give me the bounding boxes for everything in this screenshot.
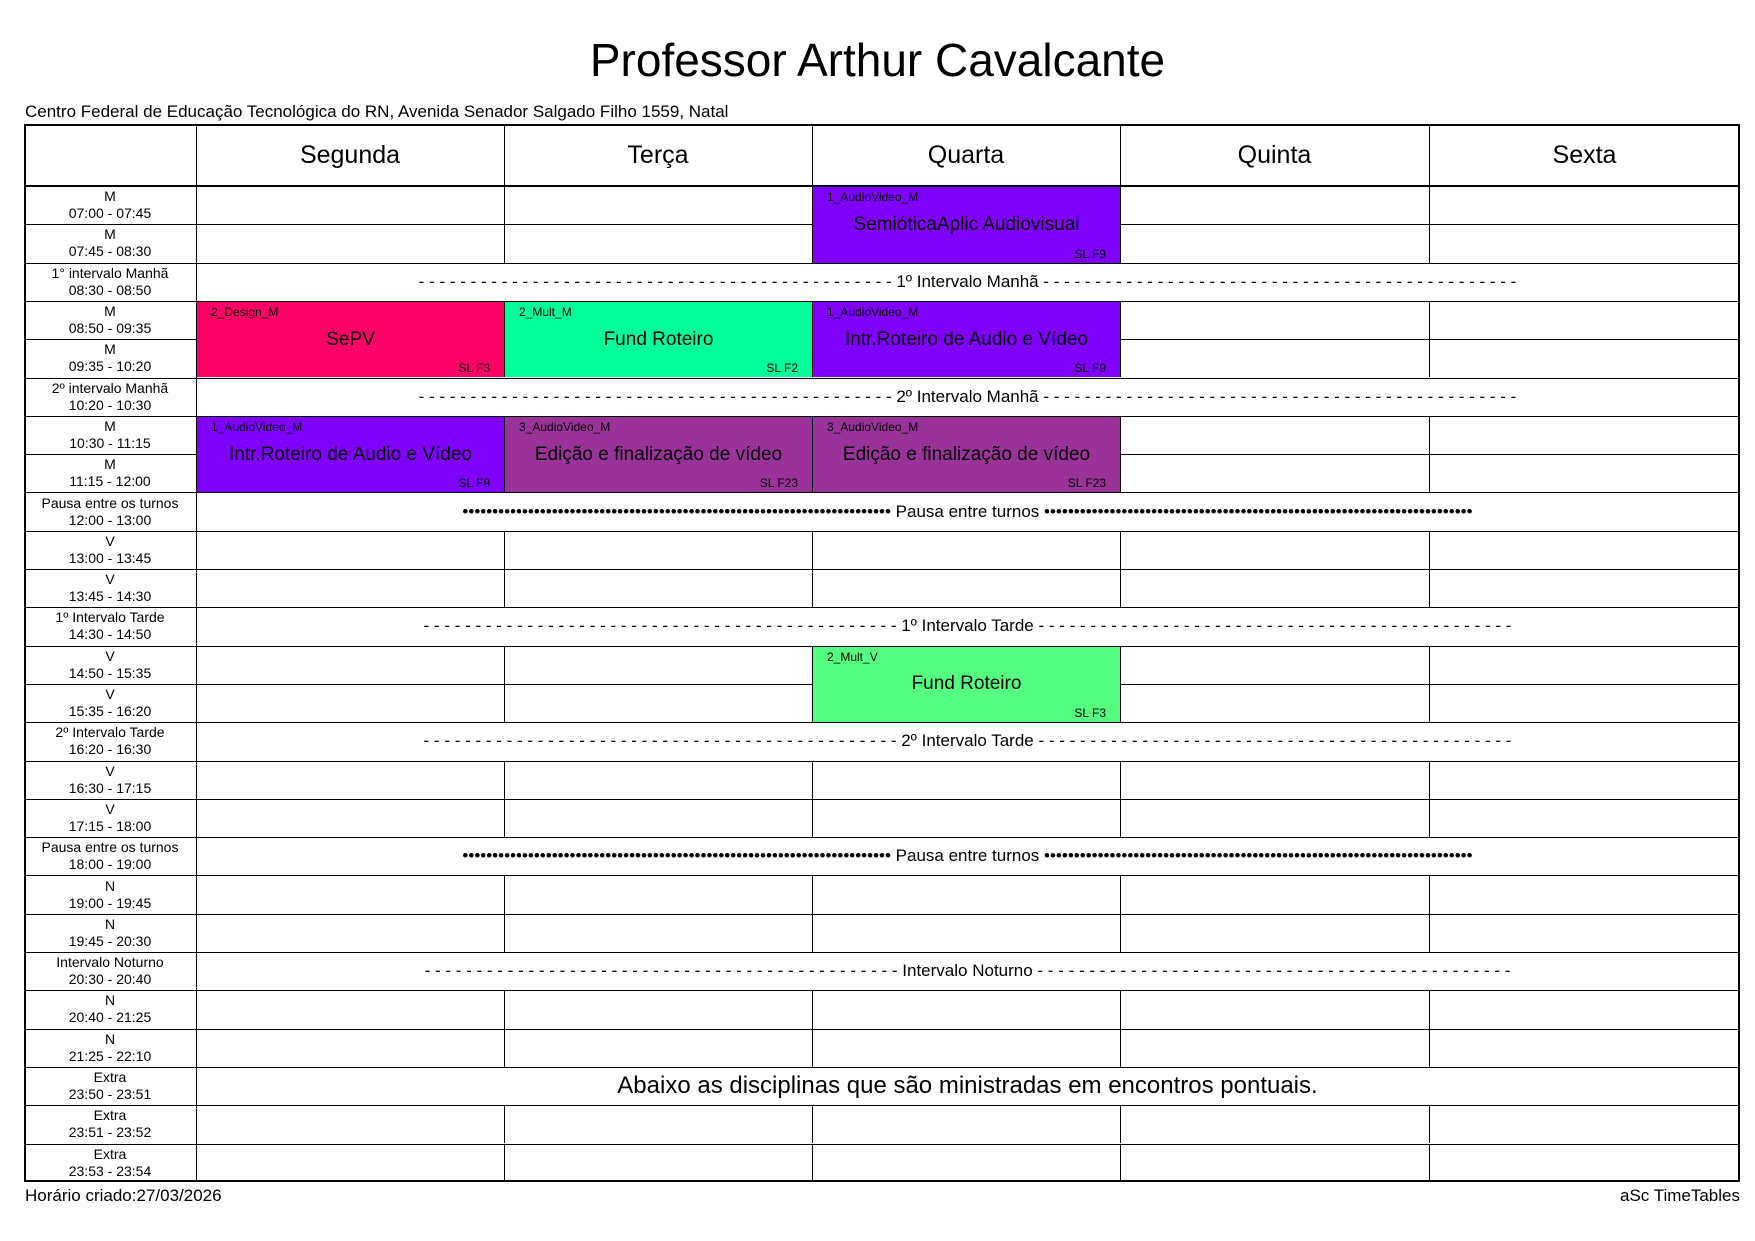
break-band-label: - - - - - - - - - - - - - - - - - - - - - - - - - - - - - - - - - - - - - - - - - - - - - - 1º Intervalo Manhã - - - - - - - - - - - - - - - - - - - - - - - - - - - - - - - - - - - - - - - - - - - - - -	[418, 271, 1517, 291]
period-time: 23:51 - 23:52	[68, 1124, 152, 1141]
period-label	[25, 875, 195, 913]
break-band-label: •••••••••••••••••••••••••••••••••••••••••••••••••••••••••••••••••••••••• Pausa entre turnos ••••••••••••••••••••••••••••••••••••••••••••••••••••••••••••••••••••••••	[462, 501, 1473, 521]
page-title: Professor Arthur Cavalcante	[589, 34, 1166, 86]
period-time: 23:53 - 23:54	[68, 1162, 152, 1179]
period-time: 15:35 - 16:20	[68, 703, 152, 720]
period-name: Pausa entre os turnos	[41, 494, 179, 511]
lesson-card[interactable]	[197, 302, 504, 378]
period-label	[25, 454, 195, 492]
day-column-divider	[1120, 1144, 1121, 1182]
break-band-label: - - - - - - - - - - - - - - - - - - - - - - - - - - - - - - - - - - - - - - - - - - - - - - Intervalo Noturno - - - - - - - - - - - - - - - - - - - - - - - - - - - - - - - - - - - - - - - - - - - - - -	[424, 961, 1511, 981]
day-column-divider	[1120, 990, 1121, 1028]
day-column-divider	[504, 914, 505, 952]
lesson-room: SL F2	[766, 361, 798, 376]
day-column-divider	[1429, 224, 1430, 262]
period-time: 07:45 - 08:30	[68, 243, 152, 260]
day-header-segunda: Segunda	[299, 140, 401, 169]
lesson-room: SL F3	[458, 361, 490, 376]
period-label	[25, 799, 195, 837]
period-name: M	[104, 226, 116, 243]
app-credit: aSc TimeTables	[1620, 1186, 1740, 1205]
period-time: 14:50 - 15:35	[68, 664, 152, 681]
day-column-divider	[1120, 799, 1121, 837]
day-column-divider	[1429, 799, 1430, 837]
period-name: Extra	[93, 1145, 127, 1162]
period-label	[25, 722, 195, 760]
lesson-card[interactable]	[505, 417, 812, 493]
day-column-divider	[812, 531, 813, 569]
day-column-divider	[812, 1029, 813, 1067]
period-name: M	[104, 417, 116, 434]
day-column-divider	[504, 1105, 505, 1143]
day-column-divider	[504, 1029, 505, 1067]
day-header-quinta: Quinta	[1237, 140, 1312, 169]
break-band-label: •••••••••••••••••••••••••••••••••••••••••••••••••••••••••••••••••••••••• Pausa entre turnos ••••••••••••••••••••••••••••••••••••••••••••••••••••••••••••••••••••••••	[462, 846, 1473, 866]
day-column-divider	[504, 1144, 505, 1182]
day-column-divider	[812, 914, 813, 952]
break-band	[196, 952, 1739, 990]
lesson-subject: Fund Roteiro	[911, 673, 1022, 695]
lesson-group: 1_AudioVideo_M	[827, 190, 919, 204]
day-column-divider	[1429, 1105, 1430, 1143]
day-column-divider	[504, 569, 505, 607]
break-band	[196, 378, 1739, 416]
day-column-divider	[1120, 761, 1121, 799]
period-label	[25, 1029, 195, 1067]
period-name: N	[104, 992, 116, 1009]
period-name: N	[104, 1030, 116, 1047]
day-column-divider	[1120, 1105, 1121, 1143]
period-label	[25, 416, 195, 454]
period-time: 16:30 - 17:15	[68, 779, 152, 796]
period-name: M	[104, 188, 116, 205]
period-time: 21:25 - 22:10	[68, 1047, 152, 1064]
day-column-divider	[1120, 684, 1121, 722]
day-column-divider	[504, 684, 505, 722]
period-label	[25, 952, 195, 990]
day-column-divider	[504, 531, 505, 569]
lesson-group: 1_AudioVideo_M	[827, 304, 919, 319]
period-label	[25, 607, 195, 645]
day-column-divider	[1120, 1029, 1121, 1067]
lesson-subject: Intr.Roteiro de Audio e Vídeo	[845, 328, 1088, 350]
period-label	[25, 378, 195, 416]
row-divider	[24, 1105, 1740, 1106]
period-name: 2º intervalo Manhã	[51, 379, 169, 396]
break-band	[196, 1067, 1739, 1105]
period-name: Extra	[93, 1107, 127, 1124]
break-band	[196, 837, 1739, 875]
lesson-subject: Edição e finalização de vídeo	[534, 443, 783, 465]
day-column-divider	[504, 875, 505, 913]
break-band-label: - - - - - - - - - - - - - - - - - - - - - - - - - - - - - - - - - - - - - - - - - - - - - - 2º Intervalo Tarde - - - - - - - - - - - - - - - - - - - - - - - - - - - - - - - - - - - - - - - - - - - - - -	[423, 731, 1512, 751]
period-name: M	[104, 341, 116, 358]
day-header-quarta: Quarta	[927, 140, 1005, 169]
day-column-divider	[1429, 875, 1430, 913]
period-name: V	[105, 532, 115, 549]
lesson-subject: SePV	[326, 328, 375, 350]
day-column-divider	[1120, 339, 1121, 377]
day-column-divider	[504, 990, 505, 1028]
period-label	[25, 1144, 195, 1182]
day-column-divider	[1120, 875, 1121, 913]
day-column-divider	[1120, 224, 1121, 262]
day-column-divider	[504, 124, 505, 186]
period-label	[25, 990, 195, 1028]
day-column-divider	[504, 646, 505, 684]
period-time: 19:00 - 19:45	[68, 894, 152, 911]
day-column-divider	[504, 799, 505, 837]
lesson-group: 2_Mult_V	[827, 649, 878, 664]
row-divider	[24, 799, 1740, 800]
break-band-label: - - - - - - - - - - - - - - - - - - - - - - - - - - - - - - - - - - - - - - - - - - - - - - 1º Intervalo Tarde - - - - - - - - - - - - - - - - - - - - - - - - - - - - - - - - - - - - - - - - - - - - - -	[423, 616, 1512, 636]
period-name: V	[105, 647, 115, 664]
break-band	[196, 607, 1739, 645]
day-column-divider	[812, 990, 813, 1028]
period-time: 10:20 - 10:30	[68, 396, 152, 413]
period-label	[25, 186, 195, 224]
period-time: 19:45 - 20:30	[68, 932, 152, 949]
period-label	[25, 301, 195, 339]
day-column-divider	[504, 186, 505, 224]
day-column-divider	[1429, 454, 1430, 492]
period-time: 23:50 - 23:51	[68, 1086, 152, 1103]
lesson-room: SL F23	[759, 476, 798, 491]
period-time: 16:20 - 16:30	[68, 741, 152, 758]
day-column-divider	[1120, 914, 1121, 952]
day-column-divider	[1429, 1029, 1430, 1067]
period-time: 13:00 - 13:45	[68, 549, 152, 566]
day-column-divider	[1120, 454, 1121, 492]
break-band	[196, 492, 1739, 530]
period-label	[25, 1067, 195, 1105]
day-column-divider	[1120, 569, 1121, 607]
day-header-sexta: Sexta	[1552, 140, 1617, 169]
lesson-card[interactable]	[813, 302, 1120, 378]
lesson-group: 1_AudioVideo_M	[211, 419, 303, 434]
period-name: Pausa entre os turnos	[41, 839, 179, 856]
row-divider	[24, 1144, 1740, 1145]
lesson-card[interactable]	[197, 417, 504, 493]
day-column-divider	[1429, 301, 1430, 339]
period-time: 18:00 - 19:00	[68, 856, 152, 873]
period-label	[25, 914, 195, 952]
period-name: Extra	[93, 1069, 127, 1086]
period-name: V	[105, 571, 115, 588]
day-column-divider	[504, 224, 505, 262]
period-time: 20:30 - 20:40	[68, 971, 152, 988]
period-name: M	[104, 303, 116, 320]
period-label	[25, 339, 195, 377]
period-name: N	[104, 877, 116, 894]
lesson-group: 2_Design_M	[211, 304, 279, 319]
day-column-divider	[1120, 186, 1121, 224]
row-divider	[24, 875, 1740, 876]
day-column-divider	[812, 875, 813, 913]
lesson-group: 3_AudioVideo_M	[827, 419, 919, 434]
day-column-divider	[812, 761, 813, 799]
break-band	[196, 722, 1739, 760]
period-time: 13:45 - 14:30	[68, 588, 152, 605]
lesson-card[interactable]	[813, 417, 1120, 493]
day-column-divider	[1429, 1144, 1430, 1182]
period-label	[25, 684, 195, 722]
lesson-room: SL F23	[1067, 476, 1106, 491]
lesson-group: 3_AudioVideo_M	[519, 419, 611, 434]
period-label	[25, 761, 195, 799]
period-name: 1º Intervalo Tarde	[55, 609, 165, 626]
period-time: 09:35 - 10:20	[68, 358, 152, 375]
period-time: 10:30 - 11:15	[69, 434, 151, 451]
lesson-room: SL F9	[458, 476, 490, 491]
lesson-subject: Edição e finalização de vídeo	[842, 443, 1091, 465]
lesson-room: SL F3	[1074, 706, 1106, 721]
day-column-divider	[1120, 646, 1121, 684]
day-column-divider	[1429, 684, 1430, 722]
lesson-card[interactable]	[813, 647, 1120, 723]
period-time: 08:50 - 09:35	[68, 320, 152, 337]
day-column-divider	[812, 569, 813, 607]
row-divider	[24, 990, 1740, 991]
period-time: 14:30 - 14:50	[68, 626, 152, 643]
day-column-divider	[812, 1105, 813, 1143]
lesson-subject: Fund Roteiro	[603, 328, 714, 350]
day-column-divider	[1120, 416, 1121, 454]
break-band-label: - - - - - - - - - - - - - - - - - - - - - - - - - - - - - - - - - - - - - - - - - - - - - - 2º Intervalo Manhã - - - - - - - - - - - - - - - - - - - - - - - - - - - - - - - - - - - - - - - - - - - - - -	[418, 386, 1517, 406]
lesson-room: SL F9	[1074, 246, 1106, 261]
period-name: Intervalo Noturno	[56, 954, 164, 971]
day-column-divider	[1429, 761, 1430, 799]
break-band	[196, 263, 1739, 301]
row-divider	[24, 1029, 1740, 1030]
created-date: Horário criado:27/03/2026	[25, 1186, 222, 1205]
day-column-divider	[1429, 914, 1430, 952]
lesson-group: 2_Mult_M	[519, 304, 572, 319]
period-name: N	[104, 915, 116, 932]
day-column-divider	[812, 799, 813, 837]
day-column-divider	[1120, 531, 1121, 569]
period-label	[25, 263, 195, 301]
period-time: 07:00 - 07:45	[68, 205, 152, 222]
lesson-card[interactable]	[813, 187, 1120, 263]
lesson-card[interactable]	[505, 302, 812, 378]
row-divider	[24, 761, 1740, 762]
day-column-divider	[1429, 339, 1430, 377]
day-column-divider	[812, 124, 813, 186]
period-name: 2º Intervalo Tarde	[55, 724, 165, 741]
row-divider	[24, 569, 1740, 570]
row-divider	[24, 531, 1740, 532]
lesson-subject: Intr.Roteiro de Audio e Vídeo	[229, 443, 472, 465]
day-header-terça: Terça	[627, 140, 689, 169]
period-label	[25, 492, 195, 530]
row-divider	[24, 914, 1740, 915]
period-time: 11:15 - 12:00	[69, 473, 151, 490]
day-column-divider	[812, 1144, 813, 1182]
day-column-divider	[1429, 646, 1430, 684]
period-name: V	[105, 686, 115, 703]
period-label	[25, 1105, 195, 1143]
break-band-label: Abaixo as disciplinas que são ministradas em encontros pontuais.	[617, 1072, 1318, 1100]
period-name: V	[105, 762, 115, 779]
period-time: 12:00 - 13:00	[68, 511, 152, 528]
period-name: M	[104, 456, 116, 473]
day-column-divider	[1120, 301, 1121, 339]
period-name: V	[105, 800, 115, 817]
period-name: 1° intervalo Manhã	[51, 264, 169, 281]
period-label	[25, 531, 195, 569]
day-column-divider	[504, 761, 505, 799]
day-column-divider	[1429, 416, 1430, 454]
period-label	[25, 224, 195, 262]
day-column-divider	[1429, 990, 1430, 1028]
period-time: 20:40 - 21:25	[68, 1009, 152, 1026]
day-column-divider	[1429, 124, 1430, 186]
school-address: Centro Federal de Educação Tecnológica do RN, Avenida Senador Salgado Filho 1559, Natal	[25, 102, 729, 121]
day-column-divider	[1429, 569, 1430, 607]
period-label	[25, 837, 195, 875]
period-label	[25, 569, 195, 607]
day-column-divider	[1429, 531, 1430, 569]
day-column-divider	[1429, 186, 1430, 224]
period-time: 17:15 - 18:00	[68, 817, 152, 834]
day-column-divider	[1120, 124, 1121, 186]
lesson-room: SL F9	[1074, 361, 1106, 376]
period-label	[25, 646, 195, 684]
period-time: 08:30 - 08:50	[68, 281, 152, 298]
lesson-subject: SemióticaAplic Audiovisual	[853, 213, 1080, 235]
